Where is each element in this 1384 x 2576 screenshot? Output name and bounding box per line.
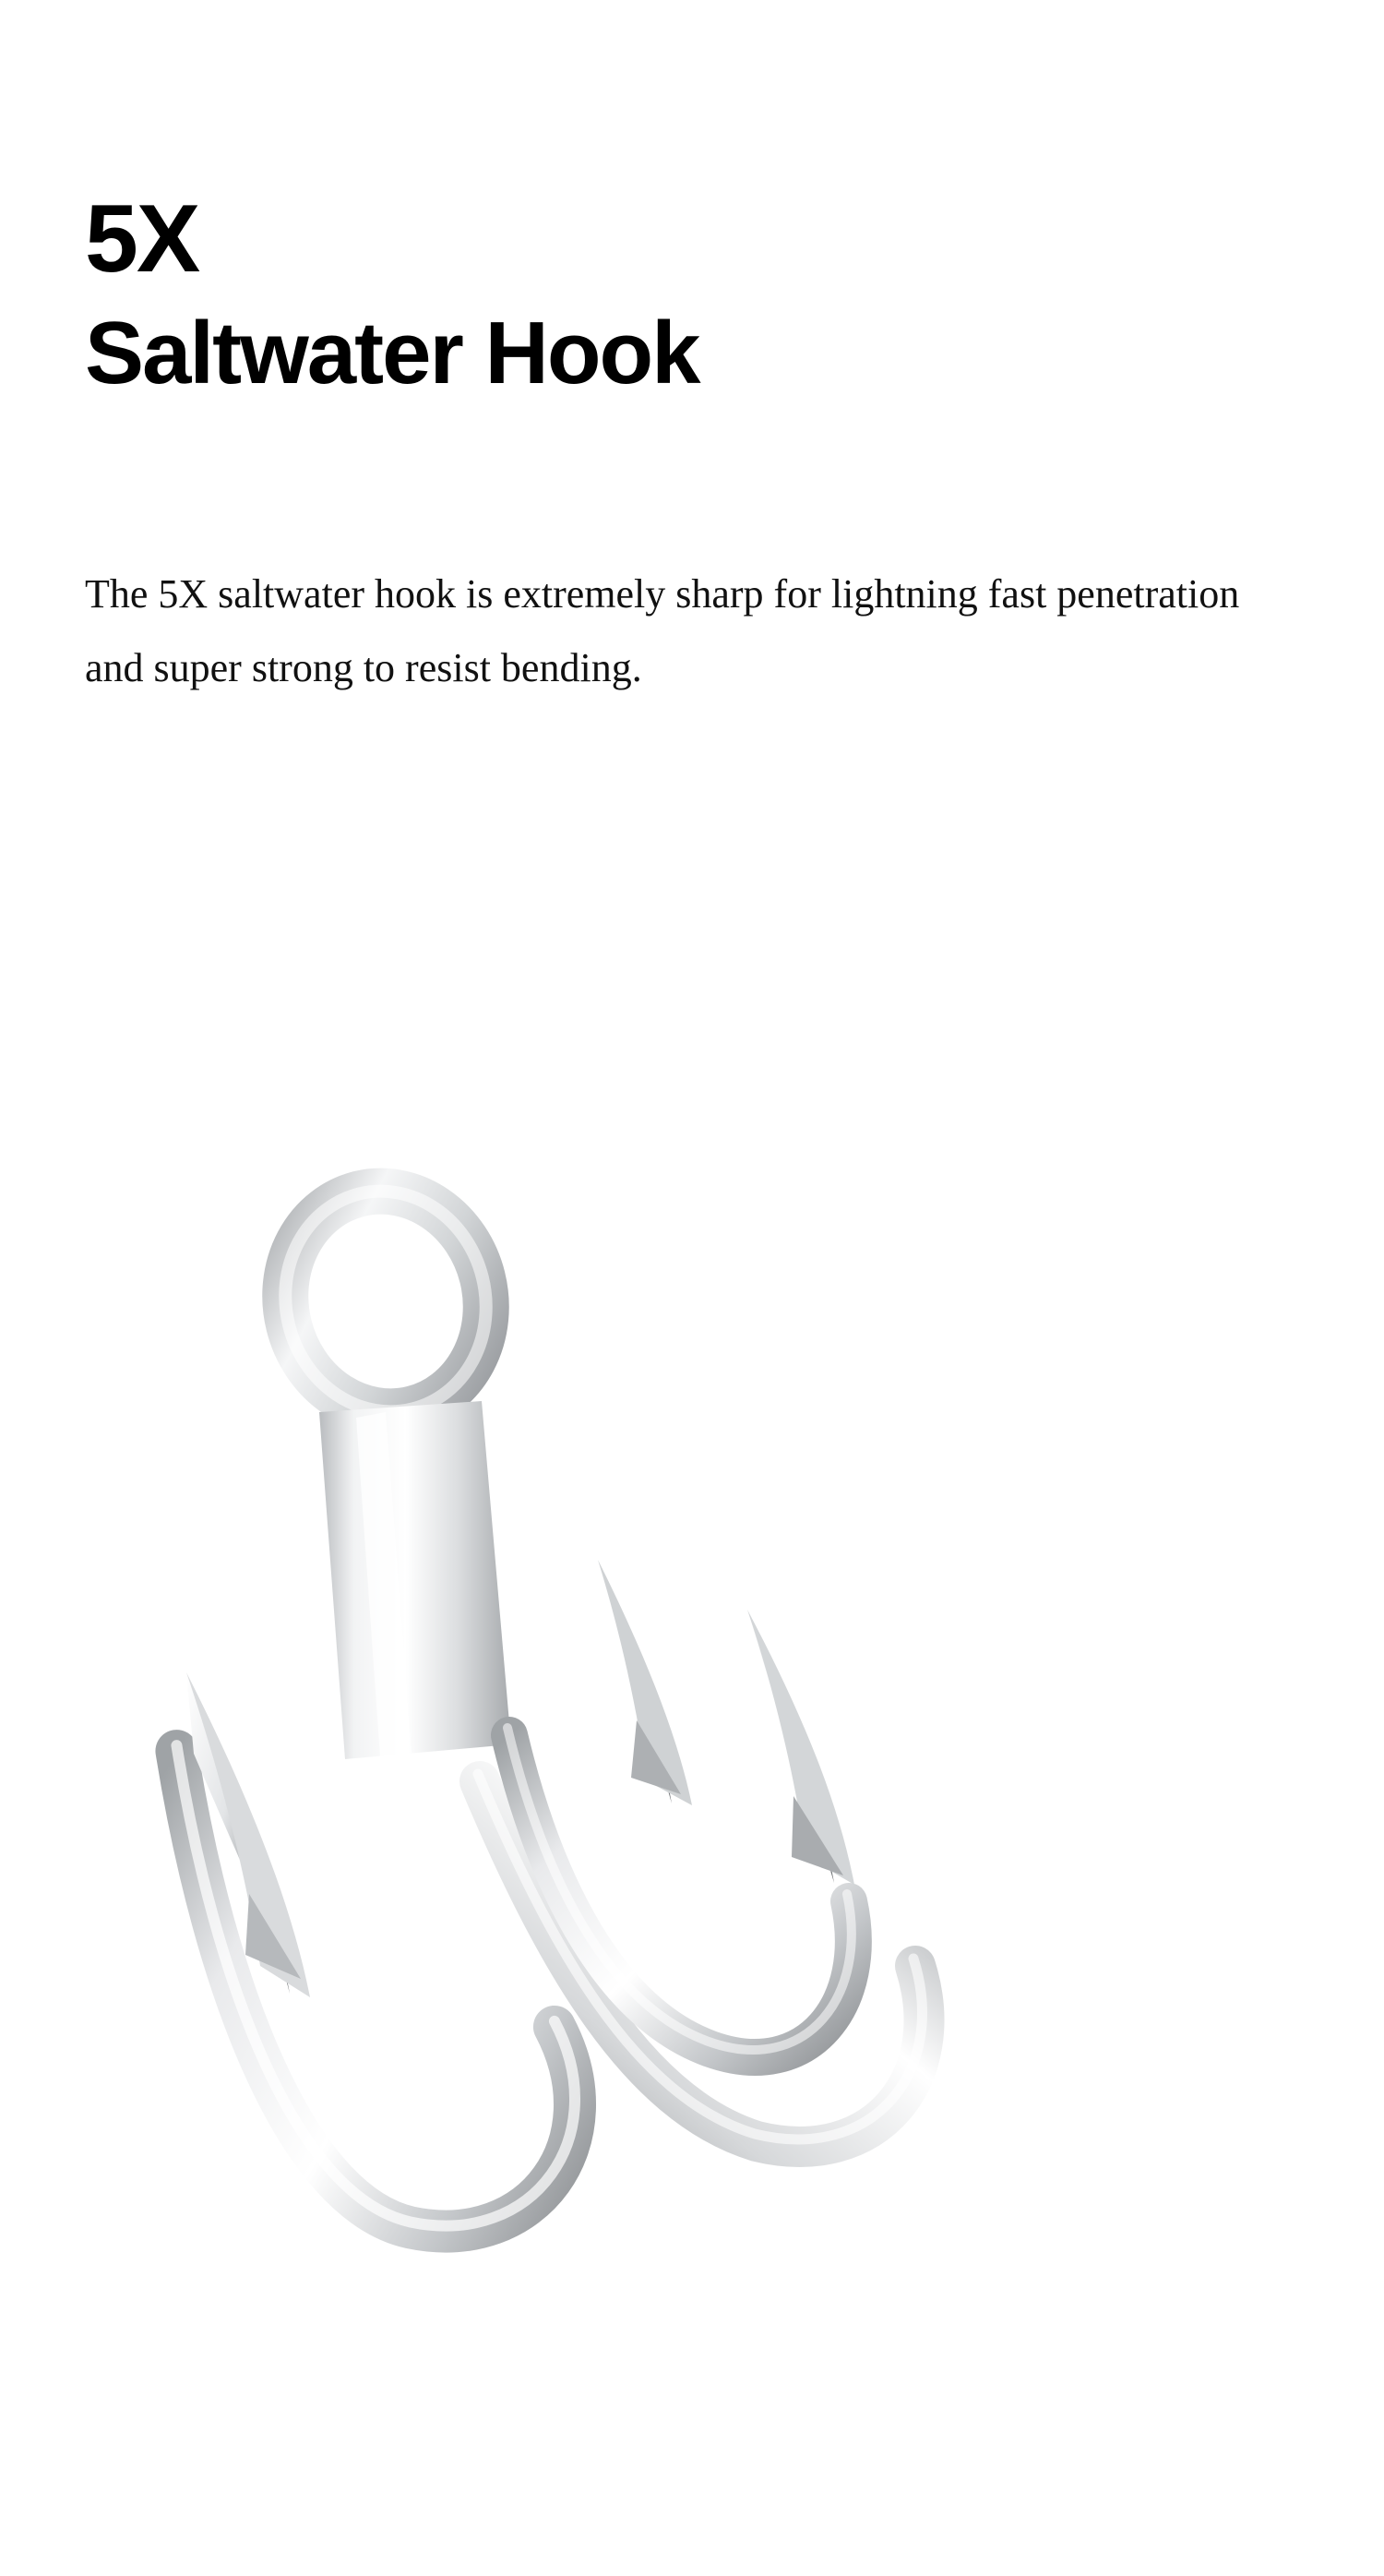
product-image-container — [0, 1015, 1384, 2492]
hook-eye-icon — [262, 1169, 509, 1432]
page-title — [85, 186, 1192, 405]
hook-point-middle-icon — [598, 1560, 692, 1805]
hook-shank-icon — [319, 1401, 511, 1759]
hook-point-right-icon — [747, 1610, 854, 1885]
treble-hook-icon — [138, 1108, 1153, 2400]
page-title-line-2: Saltwater Hook — [85, 304, 699, 402]
page-title-line-1: 5X — [85, 186, 199, 293]
product-description: The 5X saltwater hook is extremely sharp for lightning fast penetration and super strong to resist bending. — [85, 571, 1240, 690]
